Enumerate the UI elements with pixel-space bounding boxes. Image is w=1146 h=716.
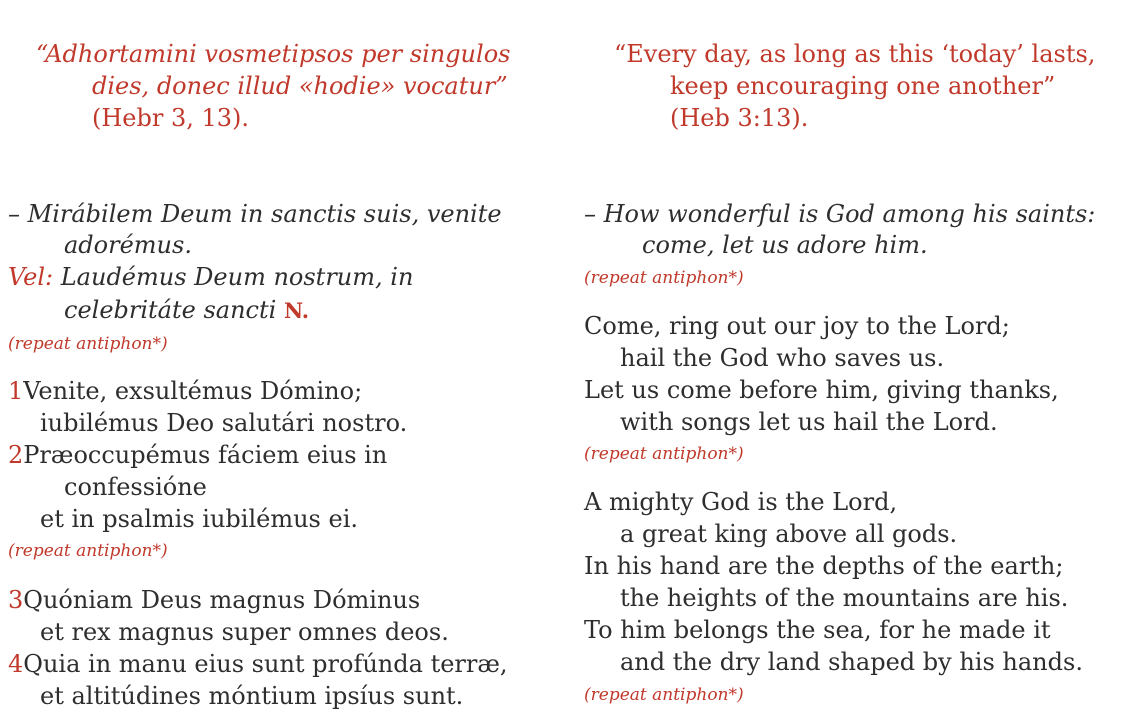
english-antiphon-line-1: – How wonderful is God among his saints: bbox=[584, 200, 1096, 228]
english-stanza-1-line-2: hail the God who saves us. bbox=[620, 344, 945, 372]
english-stanza-1-line-1: Come, ring out our joy to the Lord; bbox=[584, 312, 1010, 340]
latin-antiphon-line-1: – Mirábilem Deum in sanctis suis, venite bbox=[8, 200, 502, 228]
english-epigraph-line-1: “Every day, as long as this ‘today’ lasts, bbox=[614, 40, 1096, 68]
latin-verse-4-line-1 bbox=[8, 648, 508, 680]
english-epigraph-line-2: keep encouraging one another” bbox=[670, 72, 1056, 100]
latin-antiphon-line-2: adorémus. bbox=[64, 231, 192, 259]
english-stanza-2-line-1: A mighty God is the Lord, bbox=[584, 488, 898, 516]
latin-verse-3-line-2: et rex magnus super omnes deos. bbox=[40, 618, 449, 646]
latin-vel-text-2: celebritáte sancti bbox=[64, 296, 277, 324]
verse-number-2: 2 bbox=[8, 441, 24, 469]
latin-verse-4-text-1: Quia in manu eius sunt profúnda terræ, bbox=[23, 650, 508, 678]
latin-verse-2-text-1: Præoccupémus fáciem eius in bbox=[23, 441, 388, 469]
latin-epigraph-line-2: dies, donec illud «hodie» vocatur” bbox=[92, 72, 508, 100]
english-stanza-2-line-2: a great king above all gods. bbox=[620, 520, 958, 548]
latin-vel-text-1: Laudémus Deum nostrum, in bbox=[60, 263, 414, 291]
latin-verse-1-line-1 bbox=[8, 375, 362, 407]
verse-number-1: 1 bbox=[8, 377, 24, 405]
latin-verse-2-line-1 bbox=[8, 439, 387, 471]
english-stanza-2-line-6: and the dry land shaped by his hands. bbox=[620, 648, 1083, 676]
latin-verse-2-line-2: confessióne bbox=[64, 473, 207, 501]
latin-epigraph-reference: (Hebr 3, 13). bbox=[92, 104, 250, 132]
verse-number-3: 3 bbox=[8, 586, 24, 614]
english-stanza-1-line-4: with songs let us hail the Lord. bbox=[620, 408, 998, 436]
latin-epigraph-line-1: “Adhortamini vosmetipsos per singulos bbox=[36, 40, 511, 68]
latin-verse-3-line-1 bbox=[8, 584, 420, 616]
latin-verse-1-line-2: iubilémus Deo salutári nostro. bbox=[40, 409, 408, 437]
english-stanza-2-line-5: To him belongs the sea, for he made it bbox=[584, 616, 1051, 644]
vel-label: Vel: bbox=[8, 263, 54, 291]
latin-verse-3-text-1: Quóniam Deus magnus Dóminus bbox=[23, 586, 421, 614]
english-antiphon-line-2: come, let us adore him. bbox=[642, 231, 928, 259]
english-repeat-antiphon-2: (repeat antiphon*) bbox=[584, 444, 744, 464]
latin-verse-2-line-3: et in psalmis iubilémus ei. bbox=[40, 505, 358, 533]
latin-repeat-antiphon-2: (repeat antiphon*) bbox=[8, 541, 168, 561]
english-epigraph-reference: (Heb 3:13). bbox=[670, 104, 809, 132]
english-stanza-2-line-4: the heights of the mountains are his. bbox=[620, 584, 1069, 612]
english-repeat-antiphon-3: (repeat antiphon*) bbox=[584, 685, 744, 705]
latin-repeat-antiphon-1: (repeat antiphon*) bbox=[8, 334, 168, 354]
latin-verse-4-line-2: et altitúdines móntium ipsíus sunt. bbox=[40, 682, 464, 710]
latin-vel-line-2 bbox=[64, 294, 309, 327]
latin-verse-1-text-1: Venite, exsultémus Dómino; bbox=[23, 377, 363, 405]
english-repeat-antiphon-1: (repeat antiphon*) bbox=[584, 268, 744, 288]
name-marker: N. bbox=[283, 298, 310, 323]
english-stanza-2-line-3: In his hand are the depths of the earth; bbox=[584, 552, 1064, 580]
verse-number-4: 4 bbox=[8, 650, 24, 678]
english-stanza-1-line-3: Let us come before him, giving thanks, bbox=[584, 376, 1059, 404]
latin-vel-line-1 bbox=[8, 261, 413, 293]
